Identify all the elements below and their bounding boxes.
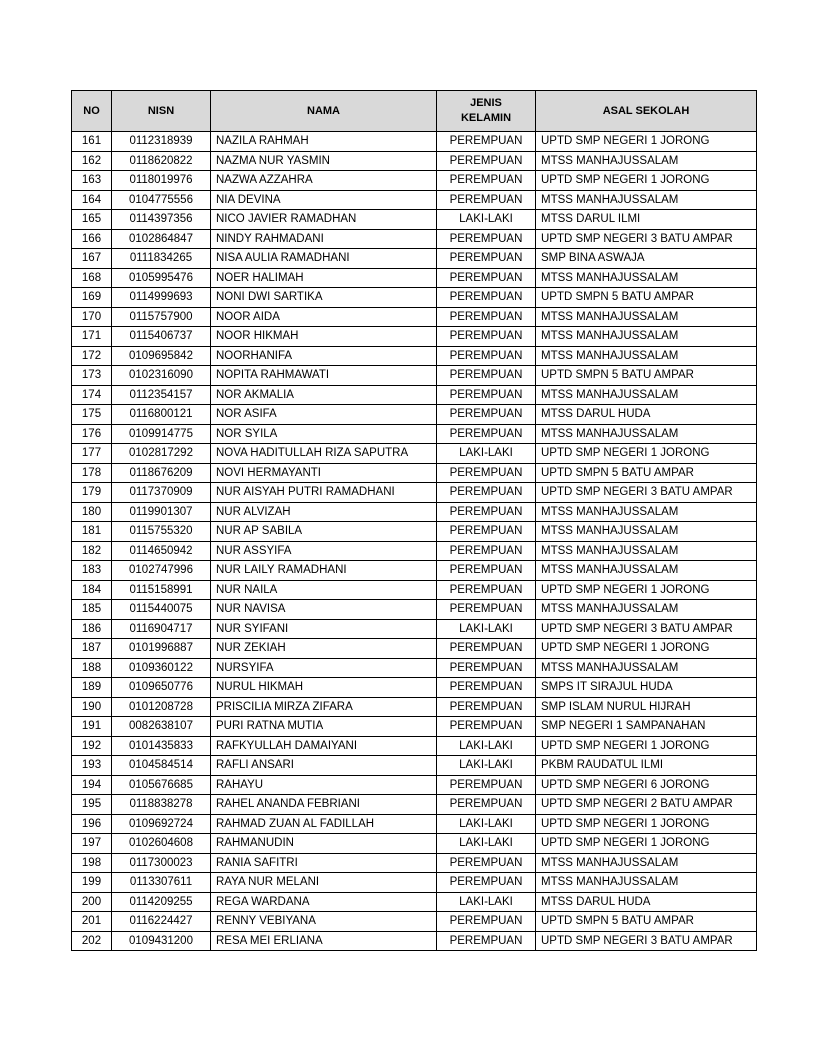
table-row <box>72 561 757 581</box>
student-table <box>71 90 757 951</box>
cell-asal-sekolah: SMP NEGERI 1 SAMPANAHAN <box>536 717 757 737</box>
table-row <box>72 229 757 249</box>
cell-asal-sekolah: MTSS MANHAJUSSALAM <box>536 561 757 581</box>
cell-asal-sekolah: UPTD SMP NEGERI 1 JORONG <box>536 639 757 659</box>
cell-no: 187 <box>72 639 112 659</box>
cell-jenis-kelamin: PEREMPUAN <box>437 639 536 659</box>
cell-no: 200 <box>72 892 112 912</box>
cell-nisn: 0111834265 <box>112 249 211 269</box>
cell-nama: NAZWA AZZAHRA <box>211 171 437 191</box>
cell-no: 161 <box>72 132 112 152</box>
cell-nama: RAHAYU <box>211 775 437 795</box>
cell-nama: PRISCILIA MIRZA ZIFARA <box>211 697 437 717</box>
cell-nama: NUR ALVIZAH <box>211 502 437 522</box>
cell-asal-sekolah: MTSS MANHAJUSSALAM <box>536 502 757 522</box>
cell-no: 181 <box>72 522 112 542</box>
table-row <box>72 424 757 444</box>
header-nisn: NISN <box>112 91 211 132</box>
cell-asal-sekolah: PKBM RAUDATUL ILMI <box>536 756 757 776</box>
cell-nisn: 0104775556 <box>112 190 211 210</box>
cell-nama: PURI RATNA MUTIA <box>211 717 437 737</box>
cell-jenis-kelamin: PEREMPUAN <box>437 873 536 893</box>
cell-no: 189 <box>72 678 112 698</box>
cell-nisn: 0109650776 <box>112 678 211 698</box>
cell-jenis-kelamin: PEREMPUAN <box>437 249 536 269</box>
cell-nisn: 0105995476 <box>112 268 211 288</box>
cell-nisn: 0112354157 <box>112 385 211 405</box>
cell-jenis-kelamin: PEREMPUAN <box>437 132 536 152</box>
cell-asal-sekolah: UPTD SMP NEGERI 1 JORONG <box>536 814 757 834</box>
cell-asal-sekolah: MTSS MANHAJUSSALAM <box>536 424 757 444</box>
cell-no: 188 <box>72 658 112 678</box>
cell-asal-sekolah: MTSS MANHAJUSSALAM <box>536 600 757 620</box>
table-row <box>72 463 757 483</box>
cell-nama: RAHMAD ZUAN AL FADILLAH <box>211 814 437 834</box>
table-row <box>72 775 757 795</box>
cell-nisn: 0118838278 <box>112 795 211 815</box>
cell-nisn: 0119901307 <box>112 502 211 522</box>
cell-nisn: 0102817292 <box>112 444 211 464</box>
cell-nama: NOVA HADITULLAH RIZA SAPUTRA <box>211 444 437 464</box>
table-row <box>72 717 757 737</box>
cell-asal-sekolah: UPTD SMP NEGERI 3 BATU AMPAR <box>536 931 757 951</box>
table-row <box>72 931 757 951</box>
cell-jenis-kelamin: PEREMPUAN <box>437 190 536 210</box>
cell-nama: RAHEL ANANDA FEBRIANI <box>211 795 437 815</box>
cell-nisn: 0116224427 <box>112 912 211 932</box>
cell-nama: NISA AULIA RAMADHANI <box>211 249 437 269</box>
cell-jenis-kelamin: LAKI-LAKI <box>437 210 536 230</box>
cell-jenis-kelamin: LAKI-LAKI <box>437 736 536 756</box>
cell-asal-sekolah: SMP BINA ASWAJA <box>536 249 757 269</box>
cell-nama: NUR AP SABILA <box>211 522 437 542</box>
cell-nama: NUR ASSYIFA <box>211 541 437 561</box>
table-row <box>72 151 757 171</box>
cell-jenis-kelamin: PEREMPUAN <box>437 405 536 425</box>
cell-jenis-kelamin: PEREMPUAN <box>437 151 536 171</box>
cell-nisn: 0114999693 <box>112 288 211 308</box>
cell-nama: RAFKYULLAH DAMAIYANI <box>211 736 437 756</box>
table-row <box>72 580 757 600</box>
cell-jenis-kelamin: PEREMPUAN <box>437 483 536 503</box>
cell-nisn: 0117370909 <box>112 483 211 503</box>
cell-asal-sekolah: SMPS IT SIRAJUL HUDA <box>536 678 757 698</box>
cell-nama: NUR NAILA <box>211 580 437 600</box>
table-row <box>72 892 757 912</box>
cell-nisn: 0105676685 <box>112 775 211 795</box>
cell-no: 194 <box>72 775 112 795</box>
table-row <box>72 853 757 873</box>
cell-no: 199 <box>72 873 112 893</box>
cell-asal-sekolah: MTSS MANHAJUSSALAM <box>536 541 757 561</box>
cell-asal-sekolah: UPTD SMP NEGERI 1 JORONG <box>536 132 757 152</box>
cell-asal-sekolah: UPTD SMP NEGERI 3 BATU AMPAR <box>536 229 757 249</box>
cell-jenis-kelamin: PEREMPUAN <box>437 366 536 386</box>
cell-nisn: 0109360122 <box>112 658 211 678</box>
cell-no: 190 <box>72 697 112 717</box>
cell-asal-sekolah: MTSS MANHAJUSSALAM <box>536 522 757 542</box>
table-row <box>72 795 757 815</box>
table-row <box>72 132 757 152</box>
cell-no: 183 <box>72 561 112 581</box>
cell-no: 177 <box>72 444 112 464</box>
cell-no: 175 <box>72 405 112 425</box>
header-asal-sekolah: ASAL SEKOLAH <box>536 91 757 132</box>
header-no: NO <box>72 91 112 132</box>
cell-no: 195 <box>72 795 112 815</box>
cell-no: 197 <box>72 834 112 854</box>
header-jenis-kelamin <box>437 91 536 132</box>
cell-no: 184 <box>72 580 112 600</box>
cell-no: 198 <box>72 853 112 873</box>
table-row <box>72 366 757 386</box>
cell-nisn: 0115158991 <box>112 580 211 600</box>
cell-asal-sekolah: UPTD SMPN 5 BATU AMPAR <box>536 463 757 483</box>
cell-nama: RAHMANUDIN <box>211 834 437 854</box>
cell-no: 172 <box>72 346 112 366</box>
cell-asal-sekolah: MTSS MANHAJUSSALAM <box>536 385 757 405</box>
cell-nama: NOR AKMALIA <box>211 385 437 405</box>
cell-no: 182 <box>72 541 112 561</box>
cell-jenis-kelamin: PEREMPUAN <box>437 658 536 678</box>
table-row <box>72 912 757 932</box>
cell-asal-sekolah: UPTD SMPN 5 BATU AMPAR <box>536 912 757 932</box>
cell-nisn: 0101996887 <box>112 639 211 659</box>
cell-jenis-kelamin: PEREMPUAN <box>437 522 536 542</box>
cell-nisn: 0109431200 <box>112 931 211 951</box>
cell-nama: NOORHANIFA <box>211 346 437 366</box>
cell-asal-sekolah: MTSS MANHAJUSSALAM <box>536 151 757 171</box>
cell-jenis-kelamin: PEREMPUAN <box>437 288 536 308</box>
header-nama: NAMA <box>211 91 437 132</box>
cell-no: 176 <box>72 424 112 444</box>
cell-nama: NOOR AIDA <box>211 307 437 327</box>
cell-no: 163 <box>72 171 112 191</box>
cell-nama: NOOR HIKMAH <box>211 327 437 347</box>
cell-asal-sekolah: MTSS MANHAJUSSALAM <box>536 853 757 873</box>
cell-asal-sekolah: MTSS MANHAJUSSALAM <box>536 346 757 366</box>
cell-asal-sekolah: UPTD SMP NEGERI 3 BATU AMPAR <box>536 619 757 639</box>
table-row <box>72 873 757 893</box>
cell-nama: RENNY VEBIYANA <box>211 912 437 932</box>
cell-no: 167 <box>72 249 112 269</box>
cell-nama: NOER HALIMAH <box>211 268 437 288</box>
cell-jenis-kelamin: PEREMPUAN <box>437 171 536 191</box>
cell-asal-sekolah: MTSS MANHAJUSSALAM <box>536 307 757 327</box>
cell-nama: NURUL HIKMAH <box>211 678 437 698</box>
cell-nama: RESA MEI ERLIANA <box>211 931 437 951</box>
cell-asal-sekolah: MTSS MANHAJUSSALAM <box>536 327 757 347</box>
cell-nama: RAFLI ANSARI <box>211 756 437 776</box>
table-row <box>72 385 757 405</box>
cell-jenis-kelamin: LAKI-LAKI <box>437 756 536 776</box>
cell-nama: NUR AISYAH PUTRI RAMADHANI <box>211 483 437 503</box>
cell-nisn: 0113307611 <box>112 873 211 893</box>
cell-no: 174 <box>72 385 112 405</box>
cell-nisn: 0102604608 <box>112 834 211 854</box>
table-row <box>72 697 757 717</box>
cell-nama: NUR ZEKIAH <box>211 639 437 659</box>
table-row <box>72 522 757 542</box>
cell-asal-sekolah: UPTD SMP NEGERI 1 JORONG <box>536 580 757 600</box>
cell-no: 169 <box>72 288 112 308</box>
cell-no: 179 <box>72 483 112 503</box>
cell-jenis-kelamin: LAKI-LAKI <box>437 814 536 834</box>
cell-nisn: 0118019976 <box>112 171 211 191</box>
table-row <box>72 288 757 308</box>
table-row <box>72 502 757 522</box>
cell-nisn: 0115440075 <box>112 600 211 620</box>
cell-jenis-kelamin: PEREMPUAN <box>437 775 536 795</box>
cell-no: 162 <box>72 151 112 171</box>
cell-nisn: 0115755320 <box>112 522 211 542</box>
cell-nama: NOR SYILA <box>211 424 437 444</box>
cell-no: 173 <box>72 366 112 386</box>
cell-no: 165 <box>72 210 112 230</box>
cell-nama: NUR SYIFANI <box>211 619 437 639</box>
table-body <box>72 132 757 951</box>
cell-asal-sekolah: UPTD SMPN 5 BATU AMPAR <box>536 366 757 386</box>
cell-asal-sekolah: MTSS DARUL HUDA <box>536 405 757 425</box>
cell-nisn: 0109695842 <box>112 346 211 366</box>
cell-no: 178 <box>72 463 112 483</box>
cell-nisn: 0118620822 <box>112 151 211 171</box>
cell-nisn: 0114209255 <box>112 892 211 912</box>
cell-nama: REGA WARDANA <box>211 892 437 912</box>
cell-nama: NUR LAILY RAMADHANI <box>211 561 437 581</box>
cell-asal-sekolah: MTSS MANHAJUSSALAM <box>536 268 757 288</box>
cell-nisn: 0082638107 <box>112 717 211 737</box>
table-row <box>72 190 757 210</box>
cell-nama: NOVI HERMAYANTI <box>211 463 437 483</box>
cell-jenis-kelamin: PEREMPUAN <box>437 931 536 951</box>
cell-jenis-kelamin: PEREMPUAN <box>437 541 536 561</box>
table-row <box>72 834 757 854</box>
cell-nisn: 0114650942 <box>112 541 211 561</box>
cell-jenis-kelamin: PEREMPUAN <box>437 795 536 815</box>
table-row <box>72 210 757 230</box>
cell-no: 170 <box>72 307 112 327</box>
cell-nisn: 0118676209 <box>112 463 211 483</box>
cell-asal-sekolah: MTSS DARUL ILMI <box>536 210 757 230</box>
cell-nama: RANIA SAFITRI <box>211 853 437 873</box>
cell-jenis-kelamin: PEREMPUAN <box>437 502 536 522</box>
cell-nama: NONI DWI SARTIKA <box>211 288 437 308</box>
table-row <box>72 619 757 639</box>
cell-jenis-kelamin: PEREMPUAN <box>437 463 536 483</box>
cell-nama: NINDY RAHMADANI <box>211 229 437 249</box>
table-row <box>72 405 757 425</box>
cell-asal-sekolah: UPTD SMP NEGERI 1 JORONG <box>536 444 757 464</box>
table-row <box>72 249 757 269</box>
cell-no: 164 <box>72 190 112 210</box>
cell-nisn: 0115757900 <box>112 307 211 327</box>
table-row <box>72 346 757 366</box>
cell-jenis-kelamin: PEREMPUAN <box>437 697 536 717</box>
table-row <box>72 736 757 756</box>
cell-jenis-kelamin: PEREMPUAN <box>437 853 536 873</box>
cell-jenis-kelamin: PEREMPUAN <box>437 385 536 405</box>
header-jk-line2: KELAMIN <box>460 112 512 124</box>
cell-nisn: 0114397356 <box>112 210 211 230</box>
cell-nisn: 0116904717 <box>112 619 211 639</box>
cell-jenis-kelamin: PEREMPUAN <box>437 678 536 698</box>
table-row <box>72 814 757 834</box>
cell-nama: RAYA NUR MELANI <box>211 873 437 893</box>
table-row <box>72 307 757 327</box>
cell-nisn: 0109692724 <box>112 814 211 834</box>
cell-asal-sekolah: UPTD SMP NEGERI 3 BATU AMPAR <box>536 483 757 503</box>
table-row <box>72 600 757 620</box>
cell-nisn: 0102747996 <box>112 561 211 581</box>
cell-nama: NURSYIFA <box>211 658 437 678</box>
cell-nisn: 0102864847 <box>112 229 211 249</box>
cell-no: 193 <box>72 756 112 776</box>
table-row <box>72 268 757 288</box>
cell-asal-sekolah: UPTD SMP NEGERI 1 JORONG <box>536 736 757 756</box>
cell-jenis-kelamin: PEREMPUAN <box>437 717 536 737</box>
cell-asal-sekolah: MTSS MANHAJUSSALAM <box>536 873 757 893</box>
cell-nama: NAZMA NUR YASMIN <box>211 151 437 171</box>
cell-nama: NIA DEVINA <box>211 190 437 210</box>
cell-nisn: 0104584514 <box>112 756 211 776</box>
cell-nisn: 0116800121 <box>112 405 211 425</box>
cell-asal-sekolah: MTSS DARUL HUDA <box>536 892 757 912</box>
cell-nama: NAZILA RAHMAH <box>211 132 437 152</box>
cell-nama: NOPITA RAHMAWATI <box>211 366 437 386</box>
cell-asal-sekolah: UPTD SMP NEGERI 1 JORONG <box>536 171 757 191</box>
cell-no: 185 <box>72 600 112 620</box>
cell-jenis-kelamin: PEREMPUAN <box>437 268 536 288</box>
cell-asal-sekolah: SMP ISLAM NURUL HIJRAH <box>536 697 757 717</box>
cell-jenis-kelamin: PEREMPUAN <box>437 307 536 327</box>
cell-no: 180 <box>72 502 112 522</box>
cell-jenis-kelamin: LAKI-LAKI <box>437 444 536 464</box>
cell-jenis-kelamin: PEREMPUAN <box>437 600 536 620</box>
cell-jenis-kelamin: PEREMPUAN <box>437 346 536 366</box>
table-row <box>72 639 757 659</box>
cell-jenis-kelamin: PEREMPUAN <box>437 424 536 444</box>
cell-asal-sekolah: UPTD SMP NEGERI 2 BATU AMPAR <box>536 795 757 815</box>
cell-nama: NICO JAVIER RAMADHAN <box>211 210 437 230</box>
cell-asal-sekolah: UPTD SMPN 5 BATU AMPAR <box>536 288 757 308</box>
header-jk-line1: JENIS <box>470 97 502 109</box>
cell-jenis-kelamin: PEREMPUAN <box>437 561 536 581</box>
cell-nisn: 0101208728 <box>112 697 211 717</box>
cell-nisn: 0115406737 <box>112 327 211 347</box>
cell-jenis-kelamin: PEREMPUAN <box>437 580 536 600</box>
cell-no: 192 <box>72 736 112 756</box>
cell-nisn: 0117300023 <box>112 853 211 873</box>
table-row <box>72 678 757 698</box>
cell-no: 191 <box>72 717 112 737</box>
cell-jenis-kelamin: LAKI-LAKI <box>437 619 536 639</box>
table-row <box>72 327 757 347</box>
cell-no: 168 <box>72 268 112 288</box>
cell-jenis-kelamin: PEREMPUAN <box>437 229 536 249</box>
cell-no: 202 <box>72 931 112 951</box>
cell-no: 196 <box>72 814 112 834</box>
cell-nama: NUR NAVISA <box>211 600 437 620</box>
cell-nisn: 0102316090 <box>112 366 211 386</box>
cell-jenis-kelamin: PEREMPUAN <box>437 912 536 932</box>
student-list-page <box>71 90 756 951</box>
cell-no: 201 <box>72 912 112 932</box>
cell-asal-sekolah: UPTD SMP NEGERI 6 JORONG <box>536 775 757 795</box>
table-row <box>72 483 757 503</box>
table-row <box>72 171 757 191</box>
cell-asal-sekolah: UPTD SMP NEGERI 1 JORONG <box>536 834 757 854</box>
cell-nisn: 0109914775 <box>112 424 211 444</box>
table-row <box>72 756 757 776</box>
table-header-row <box>72 91 757 132</box>
cell-nisn: 0101435833 <box>112 736 211 756</box>
cell-no: 186 <box>72 619 112 639</box>
cell-asal-sekolah: MTSS MANHAJUSSALAM <box>536 190 757 210</box>
cell-asal-sekolah: MTSS MANHAJUSSALAM <box>536 658 757 678</box>
cell-nisn: 0112318939 <box>112 132 211 152</box>
cell-nama: NOR ASIFA <box>211 405 437 425</box>
cell-no: 171 <box>72 327 112 347</box>
table-row <box>72 541 757 561</box>
cell-jenis-kelamin: PEREMPUAN <box>437 327 536 347</box>
cell-jenis-kelamin: LAKI-LAKI <box>437 892 536 912</box>
table-row <box>72 658 757 678</box>
cell-jenis-kelamin: LAKI-LAKI <box>437 834 536 854</box>
table-row <box>72 444 757 464</box>
cell-no: 166 <box>72 229 112 249</box>
